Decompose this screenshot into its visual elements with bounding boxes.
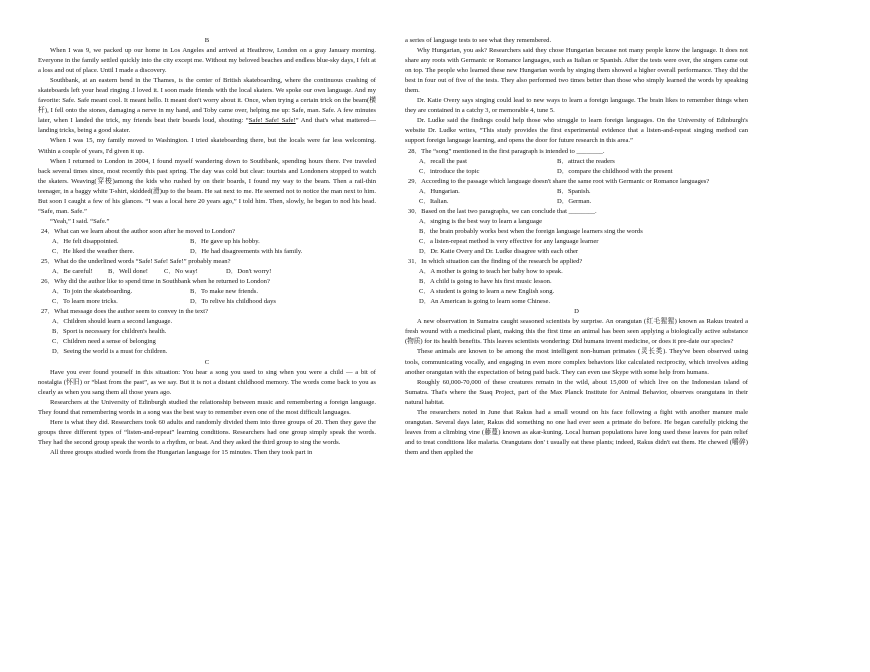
question-25 [38,257,376,277]
option: B．He gave up his hobby. [190,237,260,245]
question-text: 31．In which situation can the finding of the research be applied? [408,258,583,266]
question-text: 24．What can we learn about the author soon after he moved to London? [41,227,236,235]
question-30 [405,207,748,257]
paragraph: A new observation in Sumatra caught seasoned scientists by surprise. An orangutan (红毛猩猩) known as Rakus treated a fresh wound with a medicinal plant, making this the first time an animal has been seen applying a biologically active substance (物质) for its health benefits. This leaves scientists wondering: Did humans invent medicine, or does it pre-date our species? [405,318,748,346]
paragraph: These animals are known to be among the most intelligent non-human primates (灵长类). They've been observed using tools, communicating vocally, and engaging in even more complex behaviors like calculated reciprocity, which involves aiding another orangutan with the expectation of being paid back. They can even use Skype with some help from humans. [405,348,748,376]
paragraph: Why Hungarian, you ask? Researchers said they chose Hungarian because not many people know the language. It does not share any roots with Germanic or Romance languages, such as Italian or Spanish. After the tests were over, the singers came out on top. The people who learned these new Hungarian words by singing them showed a higher overall performance. They did the best in four out of five of the tests. They also performed two times better than those who simply learned the words by speaking them. [405,47,748,95]
question-text: 30．Based on the last two paragraphs, we can conclude that ________. [408,207,597,215]
section-heading-d: D [574,308,579,316]
question-text: 27．What message does the author seem to convey in the text? [41,308,208,316]
option: D．Seeing the world is a must for children. [52,348,168,356]
option: C．Children need a sense of belonging [52,338,156,346]
option: A．Children should learn a second language. [52,318,173,326]
option: A．He felt disappointed. [52,237,119,245]
option: D．To relive his childhood days [190,298,276,306]
left-column [38,36,376,458]
option: A．recall the past [419,157,467,165]
question-26 [38,277,376,307]
option: C．To learn more tricks. [52,298,118,306]
question-28 [405,147,748,177]
paragraph: Roughly 60,000-70,000 of these creatures remain in the wild, about 15,000 of which live on the Indonesian island of Sumatra. That's where the Suaq Project, part of the Max Planck Institute for Animal Behavior, observes orangutans in their natural habitat. [405,378,748,406]
option: D．An American is going to learn some Chinese. [419,298,551,306]
paragraph: a series of language tests to see what they remembered. [405,37,552,44]
right-column [405,36,748,458]
option: D．He had disagreements with his family. [190,247,303,255]
paragraph: Researchers at the University of Edinburgh studied the relationship between music and remembering a foreign language. They found that remembering words in a song was the best way to remember even one of the most difficult languages. [38,398,376,416]
question-24 [38,227,376,257]
paragraph: Dr. Ludke said the findings could help those who struggle to learn foreign languages. On the University of Edinburgh's website Dr. Ludke writes, “This study provides the first experimental evidence that a listen-and-repeat singing method can support foreign language learning, and opens the door for future research in this area.” [405,117,748,145]
option: A．Be careful! [52,268,93,276]
section-heading-b: B [204,37,210,44]
paragraph: Dr. Katie Overy says singing could lead to new ways to learn a foreign language. The brain likes to remember things when they are contained in a catchy 3, or memorable 4, tune 5. [405,97,748,115]
option: D．Don't worry! [226,268,272,276]
question-text: 25．What do the underlined words “Safe! Safe! Safe!” probably mean? [41,258,231,266]
option: D．German. [557,197,592,205]
option: A．singing is the best way to learn a language [419,217,543,225]
option: C．Italian. [419,197,449,205]
option: B．the brain probably works best when the foreign language learners sing the words [419,227,643,235]
question-27 [38,307,376,357]
option: B．Sport is necessary for children's health. [52,328,167,336]
option: B．Spanish. [557,187,591,195]
option: B．Well done! [108,268,148,276]
question-text: 28．The “song” mentioned in the first paragraph is intended to ________. [408,147,605,155]
option: A．Hungarian. [419,187,460,195]
option: D．Dr. Katie Overy and Dr. Ludke disagree with each other [419,247,579,255]
underlined-phrase: Safe! Safe! Safe! [248,117,296,125]
question-31 [405,257,748,307]
question-text: 29．According to the passage which language doesn't share the same root with Germanic or Romance languages? [408,177,710,185]
paragraph: All three groups studied words from the Hungarian language for 15 minutes. Then they took part in [50,448,313,456]
option: C．introduce the topic [419,167,480,175]
option: A．A mother is going to teach her baby how to speak. [419,268,563,276]
option: C．He liked the weather there. [52,247,135,255]
option: B．To make new friends. [190,288,259,296]
option: C．No way! [164,268,198,276]
paragraph: The researchers noted in June that Rakus had a small wound on his face following a fight with another manure male orangutan. Several days later, Rakus did something no one had ever seen a primate do before. He began carefully picking the leaves from a climbing vine (藤蔓) known as akar-kuning. Local human populations have long used these leaves for pain relief and to treat conditions like malaria. Orangutans don' t usually eat these plants; indeed, Rakus didn't eat them. He chewed (嚼碎) them and then applied the [405,408,748,456]
paragraph: When I was 15, my family moved to Washington. I tried skateboarding there, but the locals were far less welcoming. Within a couple of years, I'd given it up. [38,137,376,155]
question-29 [405,177,748,207]
paragraph: When I returned to London in 2004, I found myself wandering down to Southbank, spending hours there. I've traveled back several times since, most recently this past spring. The day was cold but clear: tourists and Londoners stopped to watch the skaters. Weaving(穿梭)among the kids who rushed by on their boards, I found my way to the beam. Then a rail-thin teenager, in a baggy white T-shirt, skidded(滑)up to the beam. He sat next to me. He seemed not to notice the man next to him. But soon I caught a few of his glances. “I was a local here 20 years ago,” I told him. Then, slowly, he began to nod his head. “Safe, man. Safe.” [38,157,376,215]
option: B．attract the readers [557,157,615,165]
option: D．compare the childhood with the present [557,167,673,175]
option: C．a listen-repeat method is very effective for any language learner [419,237,599,245]
paragraph: “Yeah,” I said. “Safe.” [50,217,110,225]
paragraph: Here is what they did. Researchers took 60 adults and randomly divided them into three groups of 20. Then they gave the groups three different types of “listen-and-repeat” learning conditions. Researchers had one group simply speak the words. They had the second group speak the words to a rhythm, or beat. And they asked the third group to sing the words. [38,418,376,446]
option: B．A child is going to have his first music lesson. [419,278,552,286]
option: C．A student is going to learn a new English song. [419,288,555,296]
section-heading-c: C [204,358,210,366]
paragraph: When I was 9, we packed up our home in Los Angeles and arrived at Heathrow, London on a gray January morning. Everyone in the family settled quickly into the city except me. Without my beloved beaches and endless blue-sky days, I felt at a loss and out of place. Until I made a discovery. [38,47,376,75]
paragraph: Southbank, at an eastern bend in the Thames, is the center of British skateboarding, where the continuous crashing of skateboards left your head ringing .I loved it. I soon made friends with the local skaters. We spoke our own language. And my favorite: Safe. Safe meant cool. It meant hello. It meant don't worry about it. Once, when trying a certain trick on the beam(横杆), I fell onto the stones, damaging a nerve in my hand, and Toby came over, helping me up: Safe, man. Safe. A few minutes later, when I landed the trick, my friends beat their boards loud, shouting: “Safe! Safe! Safe!” And that's what mattered—landing tricks, being a good skater. [38,77,376,135]
option: A．To join the skateboarding. [52,288,133,296]
paragraph: Have you ever found yourself in this situation: You hear a song you used to sing when you were a child — a bit of nostalgia (怀旧) or “blast from the past”, as we say. But it is not a distant childhood memory. The words come back to you as clearly as when you sang them all those years ago. [38,368,376,396]
question-text: 26．Why did the author like to spend time in Southbank when he returned to London? [41,278,270,286]
